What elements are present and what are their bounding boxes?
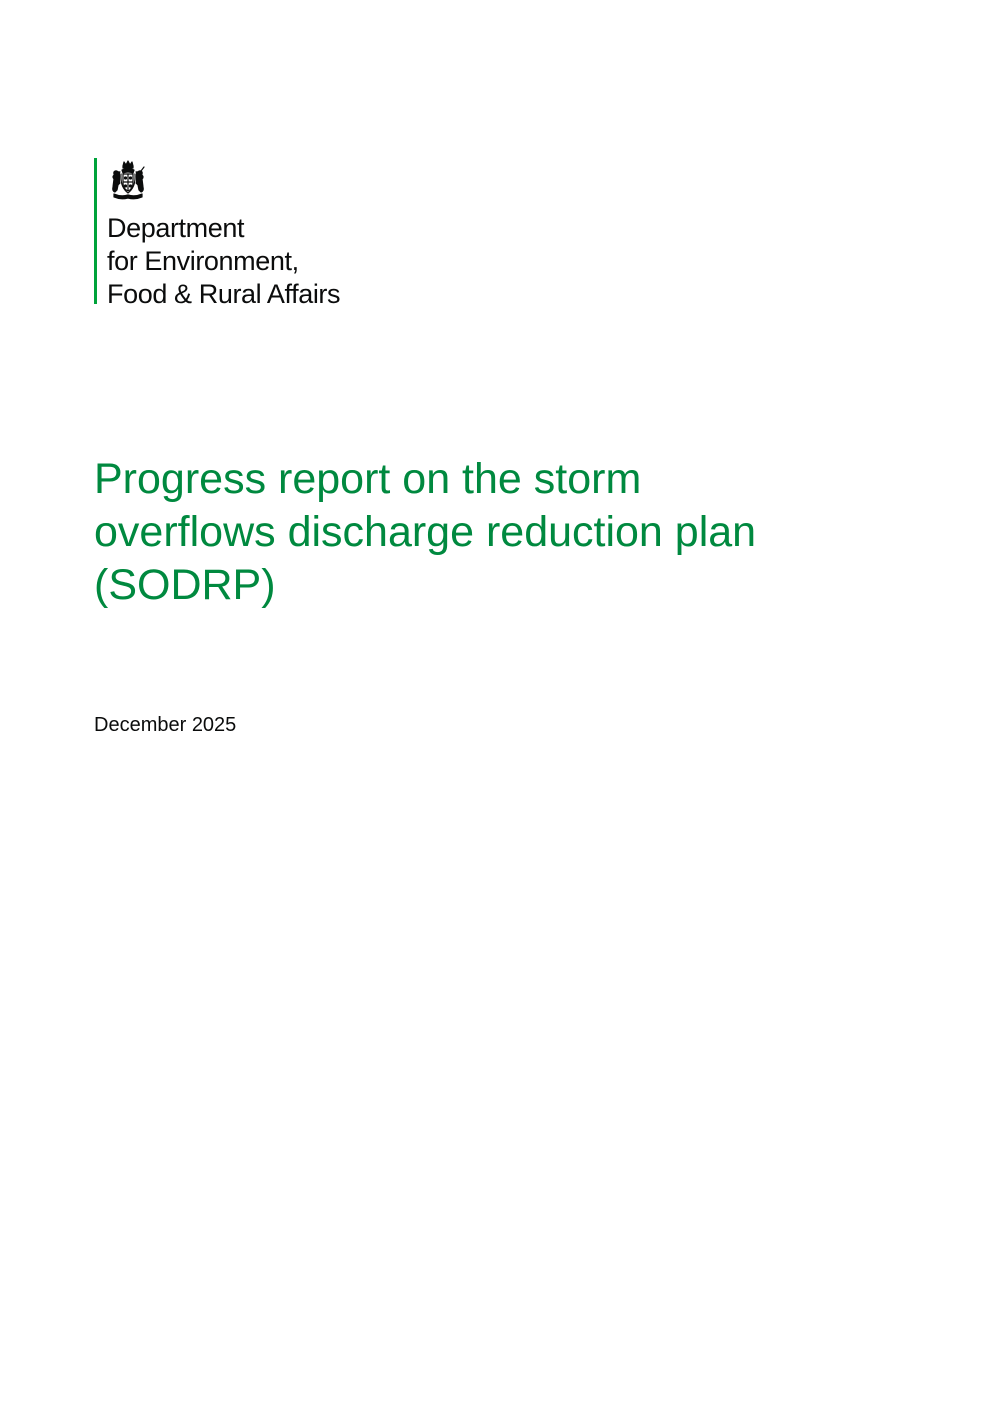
department-name-line-2: for Environment,: [107, 246, 299, 276]
document-title-line-1: Progress report on the storm: [94, 455, 642, 503]
department-name-line-3: Food & Rural Affairs: [107, 279, 341, 309]
publication-date: December 2025: [94, 714, 237, 736]
document-title-line-2: overflows discharge reduction plan: [94, 508, 757, 556]
department-name-line-1: Department: [107, 213, 245, 243]
document-title: [94, 453, 914, 612]
royal-coat-of-arms-icon: [107, 159, 149, 201]
logo-green-rule: [94, 158, 97, 304]
defra-logo: [94, 158, 394, 309]
department-name: [107, 212, 340, 311]
document-title-line-3: (SODRP): [94, 561, 276, 609]
